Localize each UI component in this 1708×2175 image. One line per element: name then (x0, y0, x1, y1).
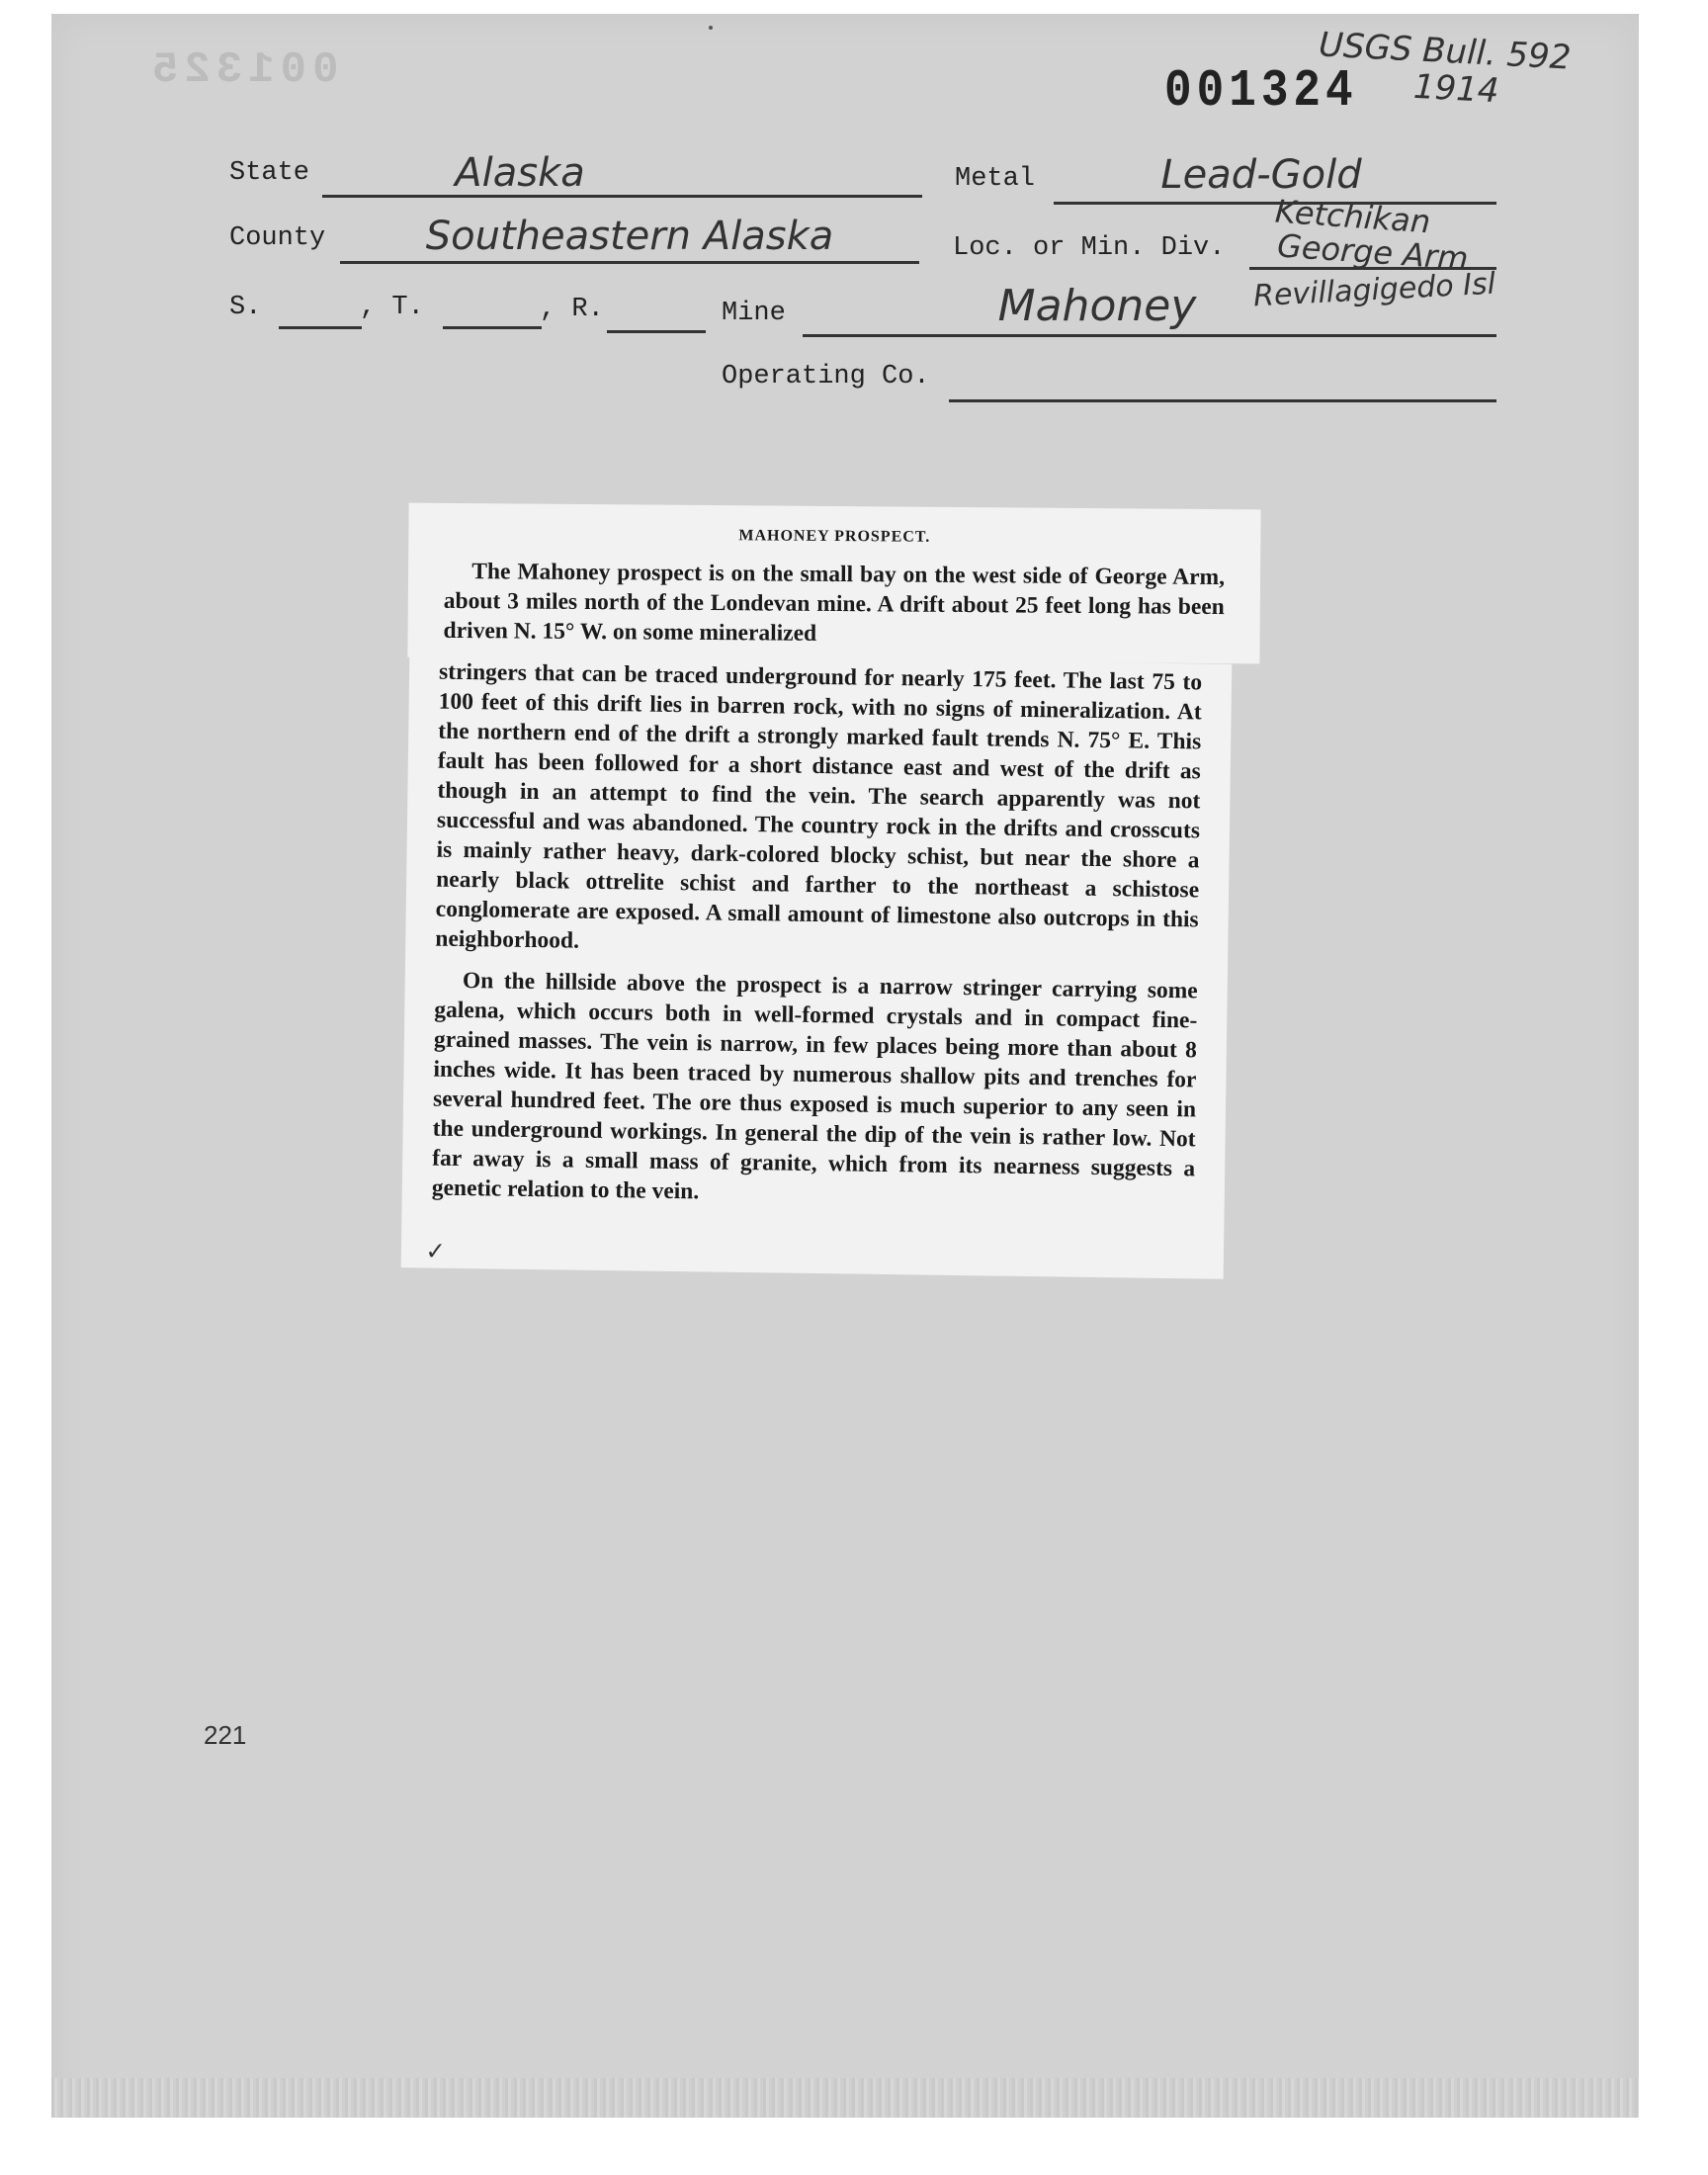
loc-value-line1: Ketchikan (1273, 192, 1432, 241)
operating-line (949, 399, 1496, 402)
operating-label: Operating Co. (722, 362, 930, 392)
mine-value: Mahoney (997, 281, 1197, 331)
township-line (443, 326, 542, 329)
metal-value: Lead-Gold (1160, 152, 1362, 198)
clipping-top (407, 503, 1260, 664)
state-value: Alaska (455, 150, 585, 196)
bleed-through-number: 001325 (146, 45, 339, 95)
range-line (607, 330, 706, 333)
mine-line (803, 334, 1496, 337)
township-label: , T. (360, 293, 424, 322)
county-label: County (229, 223, 326, 253)
paragraph-1-start: The Mahoney prospect is on the small bay on the west side of George Arm, about 3 miles north of the Londevan mine. A drift about 25 feet long has been driven N. 15° W. on some mineralized (443, 559, 1226, 647)
clipping-body (401, 652, 1233, 1279)
loc-label: Loc. or Min. Div. (953, 233, 1226, 263)
section-label: S. (229, 293, 262, 322)
clipping-heading: MAHONEY PROSPECT. (738, 527, 931, 546)
loc-value-line3: Revillagigedo Isl (1252, 266, 1496, 314)
reference-note: USGS Bull. 592 (1318, 25, 1573, 78)
reference-year: 1914 (1412, 66, 1500, 112)
range-label: , R. (540, 295, 604, 324)
page-number: 221 (204, 1720, 247, 1750)
county-line (340, 261, 919, 264)
scan-streak (51, 2078, 1639, 2118)
county-value: Southeastern Alaska (425, 214, 834, 259)
paragraph-1-continued: stringers that can be traced underground for nearly 175 feet. The last 75 to 100 feet of this drift lies in barren rock, with no signs of mineralization. At the northern end of the drift a strongly marked fault trends N. 75° E. This fault has been followed for a short distance east and west of the drift as though in an attempt to find the vein. The search apparently was not successful and was abandoned. The country rock in the drifts and crosscuts is mainly rather heavy, dark-colored blocky schist, but near the shore a nearly black ottrelite schist and farther to the northeast a schistose conglomerate are exposed. A small amount of limestone also outcrops in this neighborhood. (435, 658, 1203, 954)
section-line (279, 326, 362, 329)
metal-label: Metal (955, 164, 1036, 194)
check-mark-icon: ✓ (427, 1238, 444, 1268)
mine-label: Mine (722, 299, 786, 328)
card-number: 001324 (1164, 61, 1358, 121)
state-label: State (229, 158, 310, 188)
dust-speck (709, 26, 713, 30)
loc-value-line2: George Arm (1275, 226, 1470, 278)
paragraph-2: On the hillside above the prospect is a narrow stringer carrying some galena, which occurs both in well-formed crystals and in compact fine-grained masses. The vein is narrow, in few places being more than about 8 inches wide. It has been traced by numerous shallow pits and trenches for several hundred feet. The ore thus exposed is much superior to any seen in the underground workings. In general the dip of the vein is rather low. Not far away is a small mass of granite, which from its nearness suggests a genetic relation to the vein. (431, 968, 1198, 1205)
